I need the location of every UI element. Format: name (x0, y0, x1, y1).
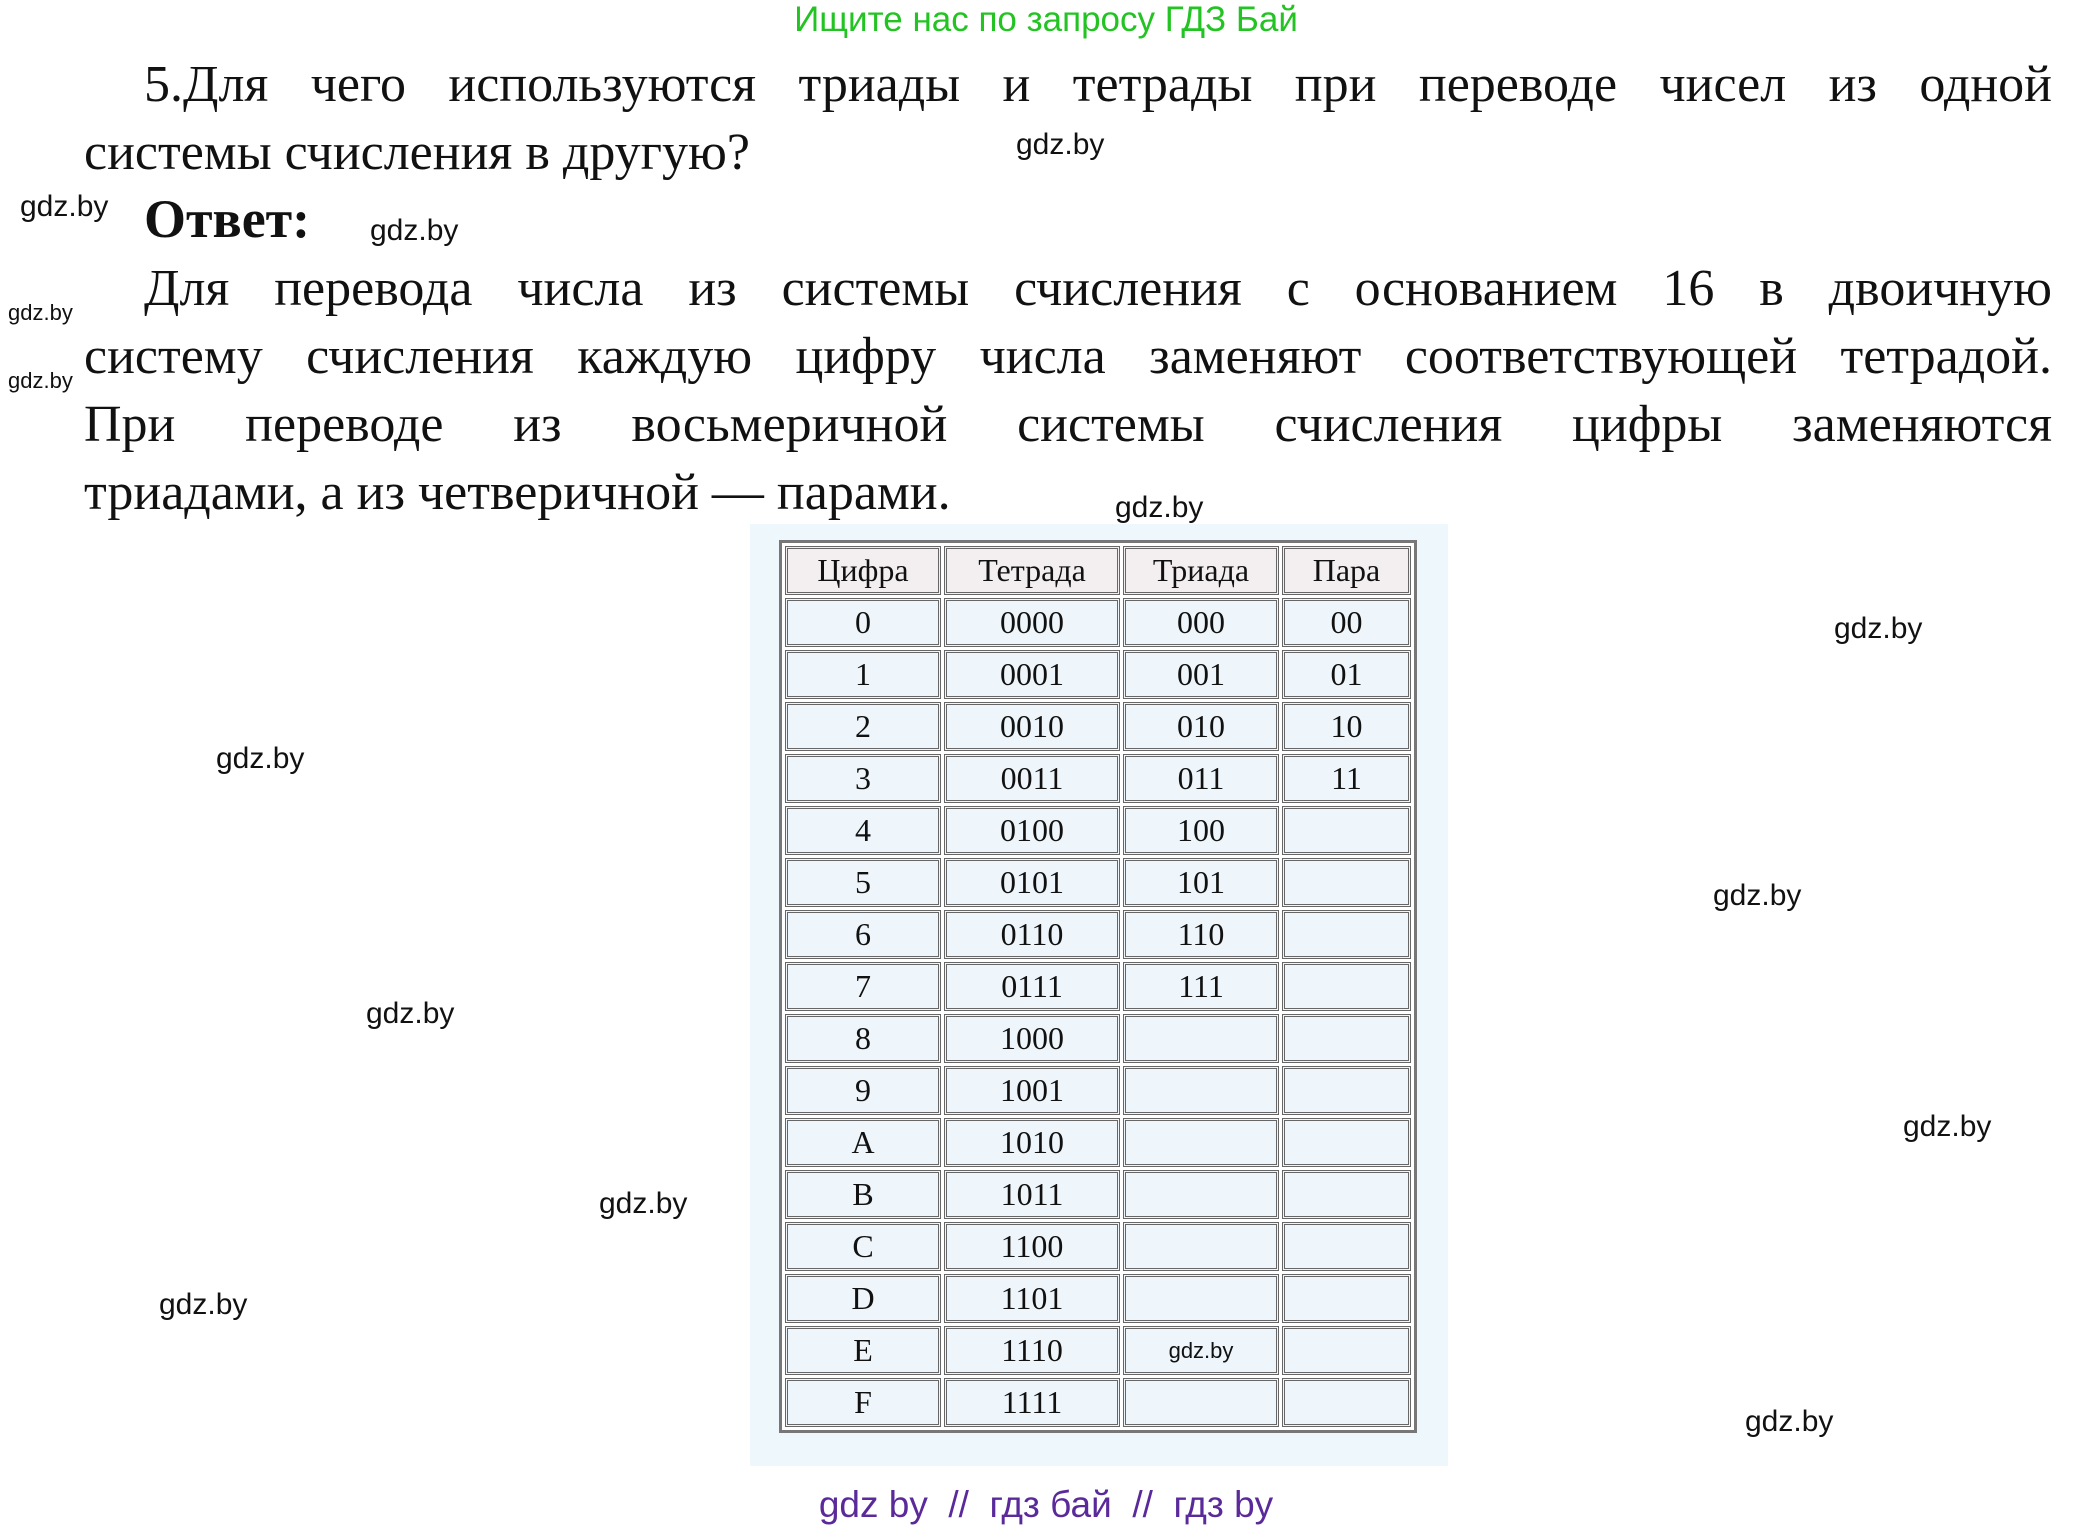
table-cell (1123, 1118, 1279, 1167)
table-cell: 0000 (944, 598, 1120, 647)
table-cell: 8 (785, 1014, 941, 1063)
table-cell: 9 (785, 1066, 941, 1115)
table-cell (1123, 1014, 1279, 1063)
table-cell: 011 (1123, 754, 1279, 803)
table-cell: 1101 (944, 1274, 1120, 1323)
table-cell: 101 (1123, 858, 1279, 907)
table-cell (1282, 1066, 1411, 1115)
table-cell (1282, 1326, 1411, 1375)
table-cell (1282, 1274, 1411, 1323)
watermark: gdz.by (1903, 1110, 1992, 1143)
table-cell (1123, 1274, 1279, 1323)
table-cell: 000 (1123, 598, 1279, 647)
watermark: gdz.by (8, 368, 73, 393)
table-cell: 1001 (944, 1066, 1120, 1115)
watermark: gdz.by (20, 190, 109, 223)
table-cell (1123, 1378, 1279, 1427)
table-cell: A (785, 1118, 941, 1167)
table-cell: 001 (1123, 650, 1279, 699)
table-row (785, 1378, 1411, 1427)
table-cell: 4 (785, 806, 941, 855)
watermark: gdz.by (599, 1187, 688, 1220)
footer-links: gdz by // гдз бай // гдз by (818, 1484, 1274, 1525)
table-cell: 2 (785, 702, 941, 751)
table-cell (1282, 1014, 1411, 1063)
table-cell (1282, 806, 1411, 855)
watermark: gdz.by (216, 742, 305, 775)
table-cell: 0011 (944, 754, 1120, 803)
table-cell: 1010 (944, 1118, 1120, 1167)
table-cell: 0110 (944, 910, 1120, 959)
answer-line-2: систему счисления каждую цифру числа заменяют соответствующей тетрадой. (84, 328, 2052, 385)
table-cell (1282, 1118, 1411, 1167)
column-header: Цифра (785, 546, 941, 595)
question-line-1: 5.Для чего используются триады и тетрады при переводе чисел из одной (144, 56, 2052, 113)
table-cell: 1111 (944, 1378, 1120, 1427)
table-cell: gdz.by (1123, 1326, 1279, 1375)
table-cell (1282, 1222, 1411, 1271)
watermark: gdz.by (159, 1288, 248, 1321)
table-cell: 10 (1282, 702, 1411, 751)
table-cell: B (785, 1170, 941, 1219)
table-row (785, 1118, 1411, 1167)
watermark: gdz.by (1115, 491, 1204, 524)
table-cell: 1011 (944, 1170, 1120, 1219)
search-banner: Ищите нас по запросу ГДЗ Бай (794, 0, 1298, 39)
column-header: Тетрада (944, 546, 1120, 595)
table-cell: 0100 (944, 806, 1120, 855)
table-cell: 6 (785, 910, 941, 959)
table-cell: 7 (785, 962, 941, 1011)
table-cell: 01 (1282, 650, 1411, 699)
table-row (785, 1222, 1411, 1271)
table-cell: 0111 (944, 962, 1120, 1011)
table-cell: F (785, 1378, 941, 1427)
table-row (785, 754, 1411, 803)
table-cell: D (785, 1274, 941, 1323)
table-row (785, 1326, 1411, 1375)
answer-line-3: При переводе из восьмеричной системы счисления цифры заменяются (84, 396, 2052, 453)
table-cell (1282, 1170, 1411, 1219)
table-cell: 110 (1123, 910, 1279, 959)
table-cell: 1100 (944, 1222, 1120, 1271)
table-row (785, 858, 1411, 907)
question-line-2: системы счисления в другую? (84, 124, 750, 181)
table-row (785, 1066, 1411, 1115)
watermark: gdz.by (1834, 612, 1923, 645)
table-cell: 0010 (944, 702, 1120, 751)
table-cell (1282, 910, 1411, 959)
table-cell: 3 (785, 754, 941, 803)
table-cell: 5 (785, 858, 941, 907)
table-row (785, 1170, 1411, 1219)
conversion-table (779, 540, 1417, 1433)
table-cell: 1 (785, 650, 941, 699)
table-row (785, 962, 1411, 1011)
table-cell (1282, 1378, 1411, 1427)
table-cell (1123, 1170, 1279, 1219)
table-cell (1123, 1066, 1279, 1115)
column-header: Триада (1123, 546, 1279, 595)
watermark: gdz.by (366, 997, 455, 1030)
table-cell: 100 (1123, 806, 1279, 855)
table-row (785, 650, 1411, 699)
table-row (785, 598, 1411, 647)
table-row (785, 1274, 1411, 1323)
watermark: gdz.by (8, 300, 73, 325)
answer-line-4: триадами, а из четверичной — парами. (84, 464, 951, 521)
table-row (785, 910, 1411, 959)
table-cell (1282, 858, 1411, 907)
watermark: gdz.by (1713, 879, 1802, 912)
table-cell (1123, 1222, 1279, 1271)
table-row (785, 806, 1411, 855)
watermark: gdz.by (1745, 1405, 1834, 1438)
table-cell: 1000 (944, 1014, 1120, 1063)
watermark: gdz.by (1016, 128, 1105, 161)
answer-heading: Ответ: (144, 189, 311, 249)
table-cell: C (785, 1222, 941, 1271)
table-cell: 111 (1123, 962, 1279, 1011)
table-row (785, 702, 1411, 751)
table-cell: 00 (1282, 598, 1411, 647)
answer-line-1: Для перевода числа из системы счисления с основанием 16 в двоичную (144, 260, 2052, 317)
table-cell: 010 (1123, 702, 1279, 751)
table-cell (1282, 962, 1411, 1011)
table-cell: 1110 (944, 1326, 1120, 1375)
table-cell: 0101 (944, 858, 1120, 907)
table-cell: 11 (1282, 754, 1411, 803)
table-cell: 0 (785, 598, 941, 647)
table-cell: 0001 (944, 650, 1120, 699)
watermark: gdz.by (370, 214, 459, 247)
table-row (785, 1014, 1411, 1063)
column-header: Пара (1282, 546, 1411, 595)
table-cell: E (785, 1326, 941, 1375)
